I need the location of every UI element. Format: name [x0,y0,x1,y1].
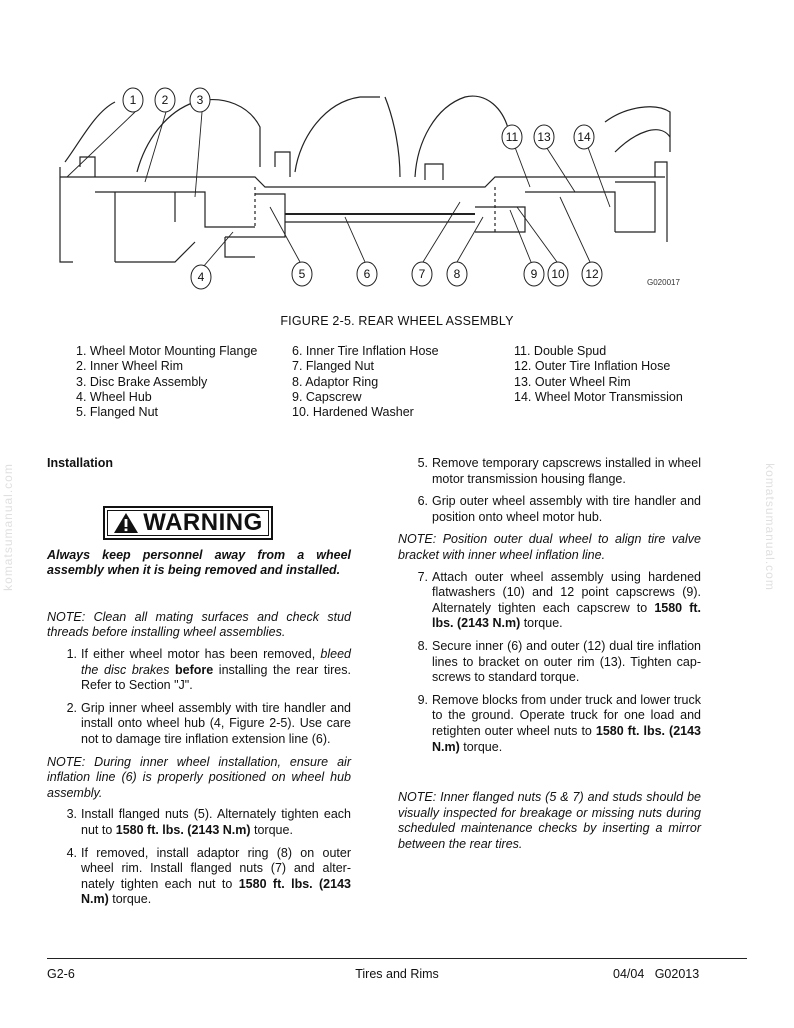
legend-item: 3. Disc Brake Assembly [76,374,208,389]
svg-text:4: 4 [197,270,205,284]
footer-divider [47,958,747,959]
legend-item: 5. Flanged Nut [76,405,158,420]
note-align-valve: NOTE: Position outer dual wheel to align tire valve bracket with inner wheel inflation line. [398,532,701,562]
warning-label: WARNING [143,508,263,536]
legend-item: 2. Inner Wheel Rim [76,359,183,374]
legend-item: 7. Flanged Nut [292,359,374,374]
svg-text:3: 3 [196,93,204,107]
legend-item: 12. Outer Tire Inflation Hose [514,359,671,374]
step-4: 4. If removed, install adaptor ring (8) on outer wheel rim. Install flanged nuts (7) and alter- nately tighten each nut to 1580 ft. lbs. (2143 N.m) torque. [66,845,351,907]
watermark-right: komatsumanual.com [762,463,777,591]
legend-item: 10. Hardened Washer [292,405,414,420]
step-9: 9. Remove blocks from under truck and lower truck to the ground. Operate truck for one load and retighten outer wheel nuts to 1580 ft. lbs. (2143 N.m) torque. [417,692,701,754]
legend-item: 1. Wheel Motor Mounting Flange [76,344,258,358]
callout-1 [123,88,143,112]
figure-code: G020017 [647,278,680,287]
section-heading: Installation [47,456,113,470]
legend-column-2 [292,344,439,420]
note-inspect-nuts: NOTE: Inner flanged nuts (5 & 7) and studs should be visually inspected for breakage or missing nuts during scheduled maintenance checks by inserting a mirror between the rear tires. [398,790,701,851]
callout-8 [447,262,467,286]
callout-5 [292,262,312,286]
watermark-left: komatsumanual.com [0,463,15,591]
step-5: 5. Remove temporary capscrews installed in wheel motor transmission housing flange. [417,456,701,486]
warning-box [103,506,273,540]
warning-triangle-icon [113,512,139,534]
right-column [398,456,701,858]
callout-2 [155,88,175,112]
svg-text:6: 6 [363,267,371,281]
svg-text:12: 12 [585,267,599,281]
callout-14 [574,125,594,149]
legend-column-3 [514,344,683,405]
svg-text:14: 14 [577,130,591,144]
svg-text:1: 1 [129,93,137,107]
callout-9 [524,262,544,286]
legend-item: 4. Wheel Hub [76,389,152,404]
warning-text: Always keep personnel away from a wheel assembly when it is being removed and installed. [47,547,351,578]
step-1: 1. If either wheel motor has been removed, bleed the disc brakes before installing the rear tires. Refer to Section "J". [66,646,351,693]
legend-item: 13. Outer Wheel Rim [514,374,631,389]
callout-6 [357,262,377,286]
note-inflation-line: NOTE: During inner wheel installation, ensure air inflation line (6) is properly positioned on wheel hub assembly. [47,754,351,800]
svg-text:5: 5 [298,267,306,281]
legend-item: 11. Double Spud [514,344,607,358]
legend-item: 14. Wheel Motor Transmission [514,389,683,404]
svg-text:10: 10 [551,267,565,281]
step-3: 3. Install flanged nuts (5). Alternately tighten each nut to 1580 ft. lbs. (2143 N.m) torque. [66,807,351,837]
svg-text:8: 8 [453,267,461,281]
callout-12 [582,262,602,286]
legend-item: 8. Adaptor Ring [292,374,379,389]
svg-text:2: 2 [161,93,169,107]
footer-page-number: G2-6 [47,967,75,981]
legend-column-1 [76,344,257,420]
step-6: 6. Grip outer wheel assembly with tire handler and position onto wheel motor hub. [417,494,701,524]
left-column [47,456,351,915]
step-2: 2. Grip inner wheel assembly with tire handler and install onto wheel hub (4, Figure 2-5). Use care not to damage tire inflation extension line (6). [66,700,351,746]
legend-item: 6. Inner Tire Inflation Hose [292,344,439,358]
callout-11 [502,125,522,149]
step-7: 7. Attach outer wheel assembly using hardened flatwashers (10) and 12 point capscrews (9). Alternately tighten each capscrew to 1580 ft. lbs. (2143 N.m) torque. [417,569,701,631]
footer-section-title: Tires and Rims [355,967,439,981]
legend-item: 9. Capscrew [292,389,362,404]
svg-text:9: 9 [530,267,538,281]
figure-caption: FIGURE 2-5. REAR WHEEL ASSEMBLY [280,314,514,328]
footer-revision: 04/04 G02013 [613,967,700,981]
callout-7 [412,262,432,286]
callout-3 [190,88,210,112]
rear-wheel-assembly-figure [55,82,675,297]
callout-10 [548,262,568,286]
callout-4 [191,265,211,289]
callout-13 [534,125,554,149]
note-clean-surfaces: NOTE: Clean all mating surfaces and check stud threads before installing wheel assemblies. [47,609,351,640]
svg-text:13: 13 [537,130,551,144]
step-8: 8. Secure inner (6) and outer (12) dual tire inflation lines to bracket on outer rim (13). Tighten cap- screws to standard torque. [417,638,701,685]
svg-text:11: 11 [505,130,519,144]
svg-text:7: 7 [418,267,426,281]
